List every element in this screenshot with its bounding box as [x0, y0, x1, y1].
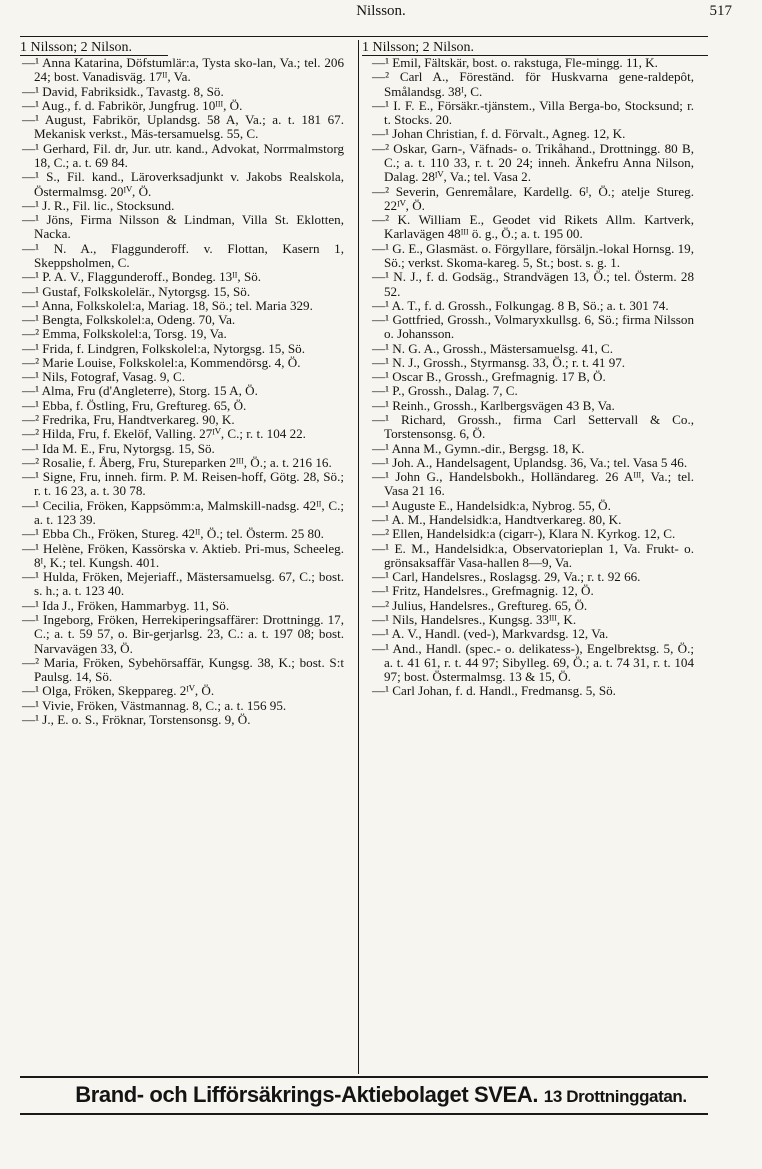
- list-item: —¹ Aug., f. d. Fabrikör, Jungfrug. 10ᴵᴵᴵ, Ö.: [22, 97, 243, 113]
- list-item: —¹ Auguste E., Handelsidk:a, Nybrog. 55, Ö.: [372, 497, 611, 513]
- list-item: —¹ Joh. A., Handelsagent, Uplandsg. 36, Va.; tel. Vasa 5 46.: [372, 454, 688, 470]
- list-item: —¹ N. G. A., Grossh., Mästersamuelsg. 41, C.: [372, 340, 614, 356]
- page-number: 517: [709, 3, 732, 19]
- list-item: —² Carl A., Föreständ. för Huskvarna gene-raldepôt, Smålandsg. 38ᴵ, C.: [372, 69, 694, 99]
- list-item: —¹ S., Fil. kand., Läroverksadjunkt v. Jakobs Realskola, Östermalmsg. 20ᴵⱽ, Ö.: [22, 169, 344, 199]
- list-item: —² K. William E., Geodet vid Rikets Allm. Kartverk, Karlavägen 48ᴵᴵᴵ ö. g., Ö.; a. t. 195 00.: [372, 212, 694, 242]
- list-item: —² Marie Louise, Folkskolel:a, Kommendörsg. 4, Ö.: [22, 354, 301, 370]
- left-running-head: 1 Nilsson; 2 Nilson.: [20, 40, 133, 55]
- banner-company: Brand- och Lifförsäkrings-Aktiebolaget SVEA.: [75, 1082, 539, 1107]
- list-item: —¹ Cecilia, Fröken, Kappsömm:a, Malmskill-nadsg. 42ᴵᴵ, C.; a. t. 123 39.: [22, 497, 344, 527]
- list-item: —¹ Ingeborg, Fröken, Herrekiperingsaffärer: Drottningg. 17, C.; a. t. 59 57, o. Bir-gerjarlsg. 23, C.: a. t. 197 08; bost. Narvavägen 33, Ö.: [22, 611, 344, 656]
- right-column: [372, 56, 694, 699]
- list-item: —¹ Reinh., Grossh., Karlbergsvägen 43 B, Va.: [372, 397, 615, 413]
- list-item: —¹ August, Fabrikör, Uplandsg. 58 A, Va.; a. t. 181 67. Mekanisk verkst., Mäs-tersamuelsg. 55, C.: [22, 112, 344, 142]
- list-item: —¹ Carl, Handelsres., Roslagsg. 29, Va.; r. t. 92 66.: [372, 569, 641, 585]
- list-item: —¹ A. M., Handelsidk:a, Handtverkareg. 80, K.: [372, 512, 622, 527]
- list-item: —¹ Olga, Fröken, Skeppareg. 2ᴵⱽ, Ö.: [22, 683, 215, 699]
- list-item: —¹ Helène, Fröken, Kassörska v. Aktieb. Pri-mus, Scheeleg. 8ᴵ, K.; tel. Kungsh. 401.: [22, 540, 344, 570]
- page-title: Nilsson.: [356, 3, 406, 19]
- list-item: —¹ Anna, Folkskolel:a, Mariag. 18, Sö.; tel. Maria 329.: [22, 297, 313, 313]
- list-item: —¹ J., E. o. S., Fröknar, Torstensonsg. 9, Ö.: [22, 711, 251, 727]
- list-item: —² Hilda, Fru, f. Ekelöf, Valling. 27ᴵⱽ, C.; r. t. 104 22.: [22, 426, 306, 442]
- list-item: —¹ Emil, Fältskär, bost. o. rakstuga, Fle-mingg. 11, K.: [372, 55, 658, 70]
- list-item: —¹ G. E., Glasmäst. o. Förgyllare, försäljn.-lokal Hornsg. 19, Sö.; verkst. Skoma-kareg. 5, St.; bost. s. g. 1.: [372, 240, 694, 270]
- header-rule: [20, 36, 708, 37]
- list-item: —¹ Nils, Handelsres., Kungsg. 33ᴵᴵᴵ, K.: [372, 611, 577, 627]
- list-item: —¹ John G., Handelsbokh., Holländareg. 26 Aᴵᴵᴵ, Va.; tel. Vasa 21 16.: [372, 469, 694, 499]
- list-item: —² Fredrika, Fru, Handtverkareg. 90, K.: [22, 412, 235, 428]
- list-item: —¹ Ida M. E., Fru, Nytorgsg. 15, Sö.: [22, 440, 215, 456]
- list-item: —¹ Nils, Fotograf, Vasag. 9, C.: [22, 369, 185, 385]
- list-item: —¹ I. F. E., Försäkr.-tjänstem., Villa Berga-bo, Stocksund; r. t. Stocks. 20.: [372, 97, 694, 128]
- list-item: —¹ Anna Katarina, Döfstumlär:a, Tysta sko-lan, Va.; tel. 206 24; bost. Vanadisväg. 17ᴵᴵ, Va.: [22, 55, 344, 85]
- list-item: —¹ Gottfried, Grossh., Volmaryxkullsg. 6, Sö.; firma Nilsson o. Johansson.: [372, 312, 694, 342]
- list-item: —² Maria, Fröken, Sybehörsaffär, Kungsg. 38, K.; bost. S:t Paulsg. 14, Sö.: [22, 654, 344, 685]
- list-item: —¹ Jöns, Firma Nilsson & Lindman, Villa St. Eklotten, Nacka.: [22, 212, 344, 242]
- list-item: —² Ellen, Handelsidk:a (cigarr-), Klara N. Kyrkog. 12, C.: [372, 526, 676, 542]
- column-divider: [358, 40, 359, 1074]
- list-item: —¹ And., Handl. (spec.- o. delikatess-), Engelbrektsg. 5, Ö.; a. t. 41 61, r. t. 44 97; Sibylleg. 69, Ö.; a. t. 74 31, r. t. 104 97; bost. Östermalmsg. 13 & 15, Ö.: [372, 640, 694, 685]
- list-item: —¹ N. A., Flaggunderoff. v. Flottan, Kasern 1, Skeppsholmen, C.: [22, 240, 344, 270]
- list-item: —¹ Hulda, Fröken, Mejeriaff., Mästersamuelsg. 67, C.; bost. s. h.; a. t. 123 40.: [22, 569, 344, 599]
- list-item: —¹ Ebba Ch., Fröken, Stureg. 42ᴵᴵ, Ö.; tel. Österm. 25 80.: [22, 526, 324, 542]
- list-item: —¹ Signe, Fru, inneh. firm. P. M. Reisen-hoff, Götg. 28, Sö.; r. t. 16 23, a. t. 30 78.: [22, 469, 344, 499]
- list-item: —¹ N. J., f. d. Godsäg., Strandvägen 13, Ö.; tel. Österm. 28 52.: [372, 269, 694, 299]
- list-item: —¹ David, Fabriksidk., Tavastg. 8, Sö.: [22, 83, 224, 99]
- footer-rule-top: [20, 1076, 708, 1078]
- list-item: —² Severin, Genremålare, Kardellg. 6ᴵ, Ö.; atelje Stureg. 22ᴵⱽ, Ö.: [372, 183, 694, 213]
- list-item: —¹ Ida J., Fröken, Hammarbyg. 11, Sö.: [22, 597, 230, 613]
- list-item: —¹ Gustaf, Folkskolelär., Nytorgsg. 15, Sö.: [22, 283, 251, 299]
- list-item: —¹ Anna M., Gymn.-dir., Bergsg. 18, K.: [372, 440, 585, 456]
- list-item: —¹ Richard, Grossh., firma Carl Settervall & Co., Torstensonsg. 6, Ö.: [372, 412, 694, 442]
- list-item: —¹ Frida, f. Lindgren, Folkskolel:a, Nytorgsg. 15, Sö.: [22, 340, 306, 356]
- list-item: —¹ Ebba, f. Östling, Fru, Greftureg. 65, Ö.: [22, 397, 247, 413]
- list-item: —² Emma, Folkskolel:a, Torsg. 19, Va.: [22, 326, 227, 342]
- left-column: [22, 56, 344, 727]
- list-item: —¹ P., Grossh., Dalag. 7, C.: [372, 383, 518, 399]
- list-item: —² Oskar, Garn-, Väfnads- o. Trikåhand., Drottningg. 80 B, C.; a. t. 110 33, r. t. 20 24; inneh. Änkefru Anna Nilson, Dalag. 28ᴵⱽ, Va.; tel. Vasa 2.: [372, 140, 694, 185]
- list-item: —¹ Oscar B., Grossh., Grefmagnig. 17 B, Ö.: [372, 369, 606, 385]
- banner-address: 13 Drottninggatan.: [543, 1087, 687, 1106]
- list-item: —¹ Gerhard, Fil. dr, Jur. utr. kand., Advokat, Norrmalmstorg 18, C.; a. t. 69 84.: [22, 140, 344, 170]
- footer-rule-bottom: [20, 1113, 708, 1115]
- list-item: —¹ Johan Christian, f. d. Förvalt., Agneg. 12, K.: [372, 126, 626, 142]
- list-item: —¹ A. T., f. d. Grossh., Folkungag. 8 B, Sö.; a. t. 301 74.: [372, 297, 669, 313]
- list-item: —¹ Carl Johan, f. d. Handl., Fredmansg. 5, Sö.: [372, 683, 616, 699]
- list-item: —² Julius, Handelsres., Greftureg. 65, Ö.: [372, 597, 588, 613]
- list-item: —² Rosalie, f. Åberg, Fru, Stureparken 2ᴵᴵᴵ, Ö.; a. t. 216 16.: [22, 454, 332, 470]
- list-item: —¹ P. A. V., Flaggunderoff., Bondeg. 13ᴵᴵ, Sö.: [22, 269, 262, 285]
- list-item: —¹ N. J., Grossh., Styrmansg. 33, Ö.; r. t. 41 97.: [372, 354, 626, 370]
- list-item: —¹ A. V., Handl. (ved-), Markvardsg. 12, Va.: [372, 626, 609, 642]
- list-item: —¹ J. R., Fil. lic., Stocksund.: [22, 197, 175, 213]
- list-item: —¹ Bengta, Folkskolel:a, Odeng. 70, Va.: [22, 312, 236, 328]
- right-running-head: 1 Nilsson; 2 Nilson.: [362, 40, 475, 55]
- advertisement-banner: [0, 1082, 762, 1108]
- list-item: —¹ E. M., Handelsidk:a, Observatorieplan 1, Va. Frukt- o. grönsaksaffär Vasa-hallen 8—9, Va.: [372, 540, 694, 570]
- list-item: —¹ Alma, Fru (d'Angleterre), Storg. 15 A, Ö.: [22, 383, 258, 399]
- list-item: —¹ Vivie, Fröken, Västmannag. 8, C.; a. t. 156 95.: [22, 697, 287, 713]
- list-item: —¹ Fritz, Handelsres., Grefmagnig. 12, Ö.: [372, 583, 594, 599]
